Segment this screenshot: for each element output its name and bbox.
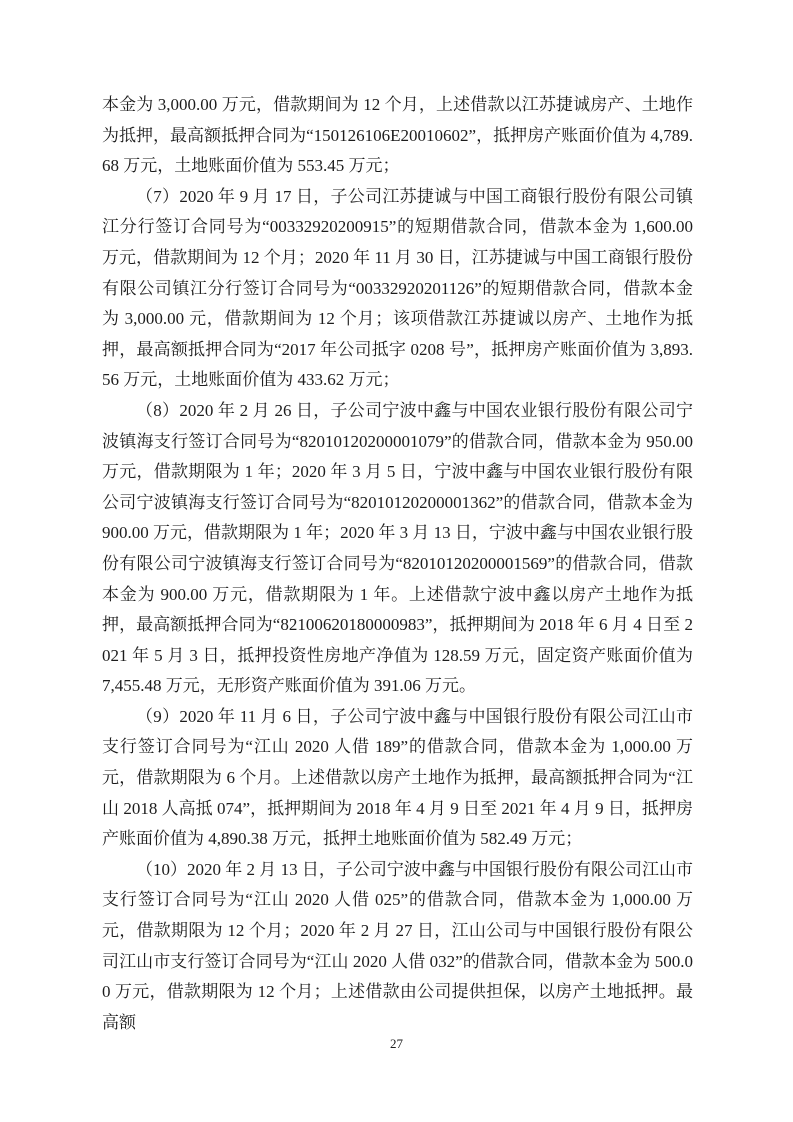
paragraph-item-9: （9）2020 年 11 月 6 日，子公司宁波中鑫与中国银行股份有限公司江山市支行签订合同号为“江山 2020 人借 189”的借款合同，借款本金为 1,000.00 万元，借款期限为 6 个月。上述借款以房产土地作为抵押，最高额抵押合同为“江山 2018 人高抵 074”，抵押期间为 2018 年 4 月 9 日至 2021 年 4 月 9 日，抵押房产账面价值为 4,890.38 万元，抵押土地账面价值为 582.49 万元； xyxy=(102,706,693,849)
paragraph-item-7: （7）2020 年 9 月 17 日，子公司江苏捷诚与中国工商银行股份有限公司镇江分行签订合同号为“00332920200915”的短期借款合同，借款本金为 1,600.00 万元，借款期间为 12 个月；2020 年 11 月 30 日，江苏捷诚与中国工商银行股份有限公司镇江分行签订合同号为“00332920201126”的短期借款合同，借款本金为 3,000.00 元，借款期间为 12 个月；该项借款江苏捷诚以房产、土地作为抵押，最高额抵押合同为“2017 年公司抵字 0208 号”，抵押房产账面价值为 3,893.56 万元，土地账面价值为 433.62 万元； xyxy=(102,186,693,390)
paragraph-item-10: （10）2020 年 2 月 13 日，子公司宁波中鑫与中国银行股份有限公司江山市支行签订合同号为“江山 2020 人借 025”的借款合同，借款本金为 1,000.00 万元，借款期限为 12 个月；2020 年 2 月 27 日，江山公司与中国银行股份有限公司江山市支行签订合同号为“江山 2020 人借 032”的借款合同，借款本金为 500.00 万元，借款期限为 12 个月；上述借款由公司提供担保，以房产土地抵押。最高额 xyxy=(102,859,693,1032)
document-body xyxy=(102,90,693,1038)
paragraph-item-8: （8）2020 年 2 月 26 日，子公司宁波中鑫与中国农业银行股份有限公司宁波镇海支行签订合同号为“82010120200001079”的借款合同，借款本金为 950.00 万元，借款期限为 1 年；2020 年 3 月 5 日，宁波中鑫与中国农业银行股份有限公司宁波镇海支行签订合同号为“82010120200001362”的借款合同，借款本金为 900.00 万元，借款期限为 1 年；2020 年 3 月 13 日，宁波中鑫与中国农业银行股份有限公司宁波镇海支行签订合同号为“82010120200001569”的借款合同，借款本金为 900.00 万元，借款期限为 1 年。上述借款宁波中鑫以房产土地作为抵押，最高额抵押合同为“82100620180000983”，抵押期间为 2018 年 6 月 4 日至 2021 年 5 月 3 日，抵押投资性房地产净值为 128.59 万元，固定资产账面价值为 7,455.48 万元，无形资产账面价值为 391.06 万元。 xyxy=(102,400,693,696)
paragraph-continuation: 本金为 3,000.00 万元，借款期间为 12 个月，上述借款以江苏捷诚房产、土地作为抵押，最高额抵押合同为“150126106E20010602”，抵押房产账面价值为 4,789.68 万元，土地账面价值为 553.45 万元； xyxy=(102,95,693,176)
page-number: 27 xyxy=(390,1036,403,1051)
